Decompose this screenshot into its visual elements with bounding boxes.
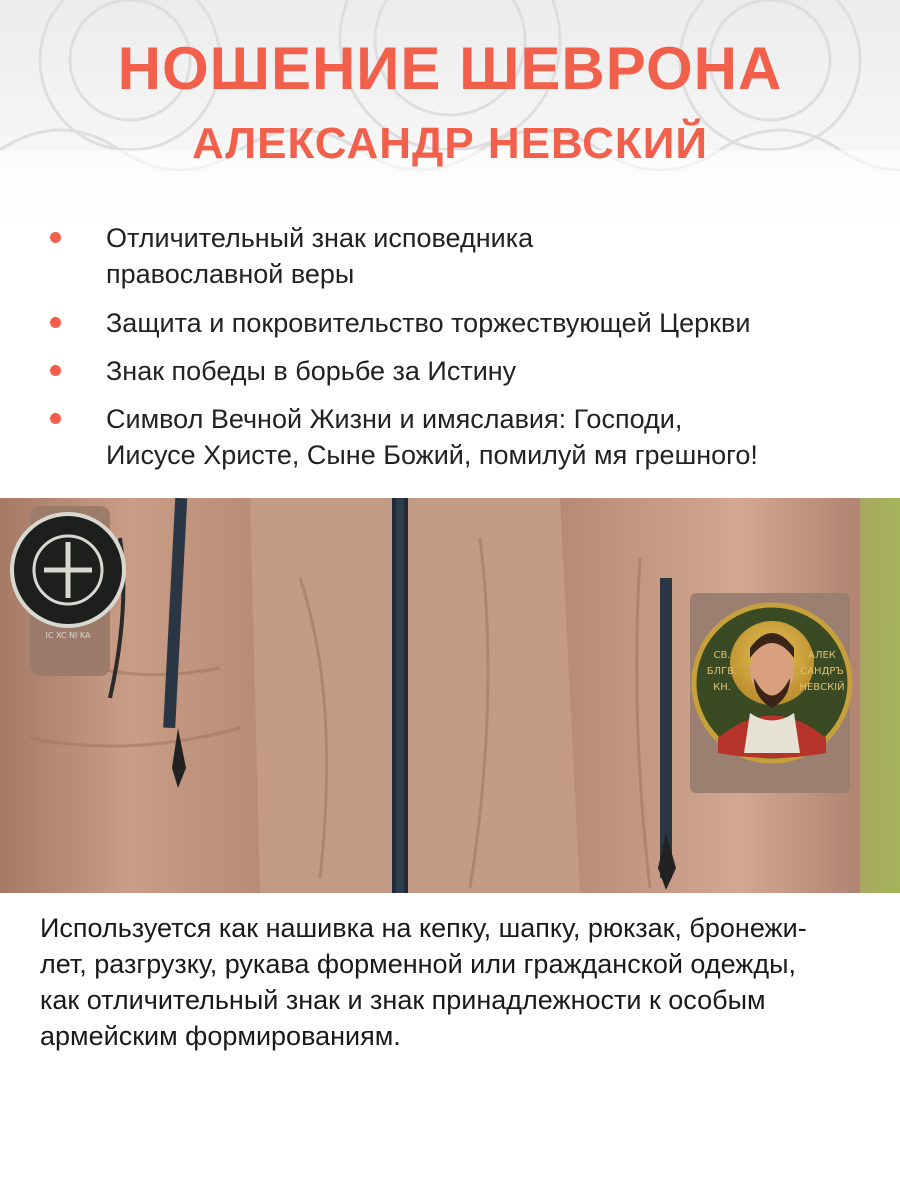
right-patch-text: НЕВСКІЙ (799, 682, 845, 693)
list-item-line: Символ Вечной Жизни и имяславия: Господи, (106, 404, 683, 434)
list-item-line: Защита и покровительство торжествующей Церкви (106, 308, 751, 338)
bullet-dot-icon (50, 413, 61, 424)
usage-line: как отличительный знак и знак принадлежности к особым (40, 985, 766, 1015)
right-patch-text: АЛЕК (808, 650, 836, 661)
page-title: НОШЕНИЕ ШЕВРОНА (117, 35, 783, 102)
list-item (0, 220, 573, 292)
bullet-dot-icon (50, 317, 61, 328)
usage-line: лет, разгрузку, рукава форменной или гражданской одежды, (40, 949, 797, 979)
list-item-line: Иисусе Христе, Сыне Божий, помилуй мя грешного! (106, 440, 758, 470)
right-patch-text: САНДРЪ (800, 666, 844, 677)
list-item (0, 401, 798, 473)
left-patch-text: IC XC NI KA (45, 631, 91, 640)
bullet-dot-icon (50, 232, 61, 243)
list-item-line: православной веры (106, 259, 355, 289)
list-item-line: Знак победы в борьбе за Истину (106, 356, 517, 386)
usage-line: армейским формированиям. (40, 1021, 401, 1051)
product-photo (0, 498, 900, 893)
right-patch-text: БЛГВ. (706, 666, 738, 677)
usage-line: Используется как нашивка на кепку, шапку, рюкзак, бронежи- (40, 913, 807, 943)
page-subtitle: АЛЕКСАНДР НЕВСКИЙ (191, 119, 709, 168)
bullet-dot-icon (50, 365, 61, 376)
list-item (0, 353, 556, 389)
list-item-line: Отличительный знак исповедника (106, 223, 534, 253)
usage-description (40, 910, 870, 1054)
right-patch-text: СВ. (713, 650, 731, 661)
list-item (0, 305, 790, 341)
right-patch-text: КН. (713, 682, 731, 693)
